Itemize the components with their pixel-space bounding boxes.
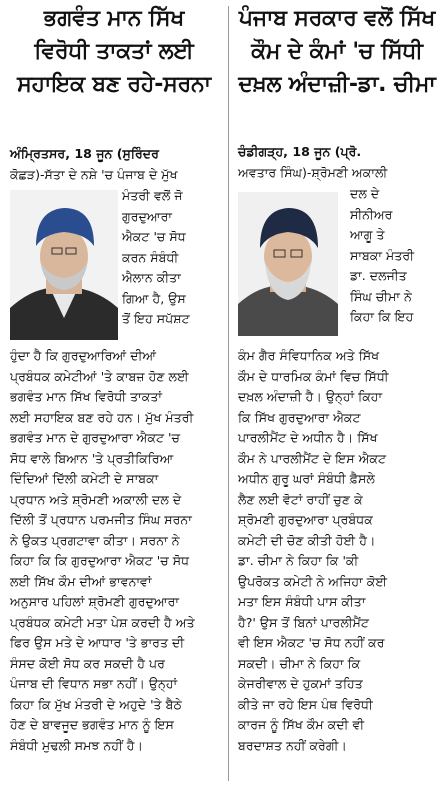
left-body-line: ਪ੍ਰਬੰਧਕ ਕਮੇਟੀ ਮਤਾ ਪੇਸ਼ ਕਰਦੀ ਹੈ ਅਤੇ — [10, 614, 195, 630]
left-body-line: ਦਿੰਦਿਆਂ ਦਿੱਲੀ ਕਮੇਟੀ ਦੇ ਸਾਬਕਾ — [10, 471, 159, 486]
right-wrap-line: ਡਾ. ਦਲਜੀਤ — [350, 268, 407, 283]
right-body-line: ਕੰਮ ਗੈਰ ਸੰਵਿਧਾਨਿਕ ਅਤੇ ਸਿੱਖ — [238, 348, 380, 363]
right-body-line: ਸ਼੍ਰੋਮਣੀ ਗੁਰਦੁਆਰਾ ਪ੍ਰਬੰਧਕ — [238, 512, 373, 527]
left-body-line: ਸੋਧ ਵਾਲੇ ਬਿਆਨ 'ਤੇ ਪ੍ਰਤੀਕਿਰਿਆ — [10, 450, 174, 466]
left-wrap-line: ਮੰਤਰੀ ਵਲੋਂ ਜੋ — [122, 188, 183, 203]
left-body-line: ਦਿੱਲੀ ਤੋਂ ਪ੍ਰਧਾਨ ਪਰਮਜੀਤ ਸਿੰਘ ਸਰਨਾ — [10, 512, 192, 527]
left-wrap-line: ਤੋਂ ਇਹ ਸਪੱਸ਼ਟ — [122, 311, 190, 326]
right-body-line: ਪਾਰਲੀਮੈਂਟ ਦੇ ਅਧੀਨ ਹੈ। ਸਿੱਖ — [238, 430, 378, 445]
left-headline — [4, 0, 224, 101]
right-body-line: ਦਖ਼ਲ ਅੰਦਾਜ਼ੀ ਹੈ। ਉਨ੍ਹਾਂ ਕਿਹਾ — [238, 389, 383, 404]
left-headline-line: ਭਗਵੰਤ ਮਾਨ ਸਿੱਖ — [43, 6, 185, 31]
left-body-line: ਹੁੰਦਾ ਹੈ ਕਿ ਗੁਰਦੁਆਰਿਆਂ ਦੀਆਂ — [10, 348, 157, 363]
right-portrait-photo — [238, 192, 338, 336]
right-body-line: ਵੀ ਇਸ ਐਕਟ 'ਚ ਸੋਧ ਨਹੀਂ ਕਰ — [238, 635, 385, 650]
right-intro — [238, 142, 442, 183]
left-intro — [10, 144, 224, 185]
left-headline-line: ਸਹਾਇਕ ਬਣ ਰਹੇ-ਸਰਨਾ — [17, 72, 211, 97]
right-body-line: ਕੇਜਰੀਵਾਲ ਦੇ ਹੁਕਮਾਂ ਤਹਿਤ — [238, 676, 363, 691]
left-body-line: ਭਗਵੰਤ ਮਾਨ ਦੇ ਗੁਰਦੁਆਰਾ ਐਕਟ 'ਚ — [10, 430, 180, 445]
right-headline-line: ਪੰਜਾਬ ਸਰਕਾਰ ਵਲੋਂ ਸਿੱਖ — [238, 6, 436, 31]
sarna-portrait-image — [10, 190, 118, 340]
left-body-line: ਭਗਵੰਤ ਮਾਨ ਸਿੱਖ ਵਿਰੋਧੀ ਤਾਕਤਾਂ — [10, 389, 162, 404]
right-body-line: ਕਿ ਸਿੱਖ ਗੁਰਦੁਆਰਾ ਐਕਟ — [238, 409, 361, 425]
right-dateline: ਚੰਡੀਗੜ੍ਹ, 18 ਜੂਨ (ਪ੍ਰੋ. — [238, 144, 362, 159]
right-body-line: ਉਪਰੋਕਤ ਕਮੇਟੀ ਨੇ ਅਜਿਹਾ ਕੋਈ — [238, 573, 388, 589]
left-body-line: ਅਨੁਸਾਰ ਪਹਿਲਾਂ ਸ਼੍ਰੋਮਣੀ ਗੁਰਦੁਆਰਾ — [10, 594, 179, 609]
left-article — [4, 0, 224, 787]
right-intro-line: ਅਵਤਾਰ ਸਿੰਘ)-ਸ਼੍ਰੋਮਣੀ ਅਕਾਲੀ — [238, 164, 388, 180]
right-body-line: ਮਤਾ ਇਸ ਸੰਬੰਧੀ ਪਾਸ ਕੀਤਾ — [238, 594, 366, 609]
right-wrap-line: ਦਲ ਦੇ — [350, 186, 380, 201]
column-divider — [228, 6, 229, 781]
right-body-line: ਕੀਤੇ ਜਾ ਰਹੇ ਇਸ ਪੰਥ ਵਿਰੋਧੀ — [238, 696, 373, 712]
right-body-line: ਅਧੀਨ ਗੁਰੂ ਘਰਾਂ ਸੰਬੰਧੀ ਫ਼ੈਸਲੇ — [238, 471, 375, 486]
right-wrap-line: ਕਿਹਾ ਕਿ ਇਹ — [350, 309, 414, 324]
left-wrap-line: ਐਲਾਨ ਕੀਤਾ — [122, 270, 181, 285]
left-body-line: ਲਈ ਸਹਾਇਕ ਬਣ ਰਹੇ ਹਨ। ਮੁੱਖ ਮੰਤਰੀ — [10, 409, 194, 425]
left-body-line: ਕਿਹਾ ਕਿ ਕਿ ਗੁਰਦੁਆਰਾ ਐਕਟ 'ਚ ਸੋਧ — [10, 553, 190, 568]
left-body-line: ਸੰਸਦ ਕੋਈ ਸੋਧ ਕਰ ਸਕਦੀ ਹੈ ਪਰ — [10, 655, 165, 671]
left-headline-line: ਵਿਰੋਧੀ ਤਾਕਤਾਂ ਲਈ — [34, 39, 194, 64]
right-body-line: ਕਮੇਟੀ ਦੀ ਚੋਣ ਕੀਤੀ ਹੋਈ ਹੈ। — [238, 532, 376, 548]
right-headline-line: ਦਖ਼ਲ ਅੰਦਾਜ਼ੀ-ਡਾ. ਚੀਮਾ — [238, 72, 436, 97]
right-article — [232, 0, 442, 787]
left-intro-line: ਕੋਛੜ)-ਸੱਤਾ ਦੇ ਨਸ਼ੇ 'ਚ ਪੰਜਾਬ ਦੇ ਮੁੱਖ — [10, 166, 178, 182]
left-body-line: ਕਿਹਾ ਕਿ ਮੁੱਖ ਮੰਤਰੀ ਦੇ ਅਹੁਦੇ 'ਤੇ ਬੈਠੇ — [10, 696, 182, 712]
right-body-line: ਲੈਣ ਲਈ ਵੋਟਾਂ ਰਾਹੀਂ ਚੁਣ ਕੇ — [238, 491, 363, 507]
left-body-line: ਪ੍ਰਧਾਨ ਅਤੇ ਸ਼੍ਰੋਮਣੀ ਅਕਾਲੀ ਦਲ ਦੇ — [10, 491, 182, 507]
left-body-text — [10, 346, 224, 756]
left-body-line: ਹੋਣ ਦੇ ਬਾਵਜੂਦ ਭਗਵੰਤ ਮਾਨ ਨੂੰ ਇਸ — [10, 717, 174, 732]
right-wrap-line: ਆਗੂ ਤੇ — [350, 227, 385, 242]
left-wrap-line: ਗੁਰਦੁਆਰਾ — [122, 208, 173, 224]
right-body-line: ਬਰਦਾਸ਼ਤ ਨਹੀਂ ਕਰੇਗੀ। — [238, 737, 347, 753]
right-body-line: ਕੌਮ ਨੇ ਪਾਰਲੀਮੈਂਟ ਦੇ ਇਸ ਐਕਟ — [238, 450, 387, 466]
right-body-line: ਹੈ?' ਉਸ ਤੋਂ ਬਿਨਾਂ ਪਾਰਲੀਮੈਂਟ — [238, 614, 369, 630]
left-wrap-line: ਕਰਨ ਸੰਬੰਧੀ — [122, 249, 179, 265]
left-body-line: ਸੰਬੰਧੀ ਮੁਢਲੀ ਸਮਝ ਨਹੀਂ ਹੈ। — [10, 737, 144, 753]
right-wrap-line: ਸਿੰਘ ਚੀਮਾ ਨੇ — [350, 288, 412, 304]
left-portrait-photo — [10, 190, 118, 340]
left-body-line: ਪੰਜਾਬ ਦੀ ਵਿਧਾਨ ਸਭਾ ਨਹੀਂ। ਉਨ੍ਹਾਂ — [10, 676, 178, 691]
right-body-text — [238, 346, 442, 756]
right-wrap-text — [350, 184, 442, 328]
left-wrap-line: ਐਕਟ 'ਚ ਸੋਧ — [122, 229, 186, 244]
left-body-line: ਪ੍ਰਬੰਧਕ ਕਮੇਟੀਆਂ 'ਤੇ ਕਾਬਜ਼ ਹੋਣ ਲਈ — [10, 368, 189, 384]
right-headline-line: ਕੌਮ ਦੇ ਕੰਮਾਂ 'ਚ ਸਿੱਧੀ — [251, 39, 423, 64]
right-wrap-line: ਸਾਬਕਾ ਮੰਤਰੀ — [350, 247, 414, 263]
right-headline — [232, 0, 442, 101]
left-body-line: ਲਈ ਸਿੱਖ ਕੌਮ ਦੀਆਂ ਭਾਵਨਾਵਾਂ — [10, 573, 152, 589]
right-body-line: ਡਾ. ਚੀਮਾ ਨੇ ਕਿਹਾ ਕਿ 'ਕੀ — [238, 553, 359, 568]
left-body-line: ਨੇ ਉਕਤ ਪ੍ਰਗਟਾਵਾ ਕੀਤਾ। ਸਰਨਾ ਨੇ — [10, 532, 180, 548]
left-body-line: ਫਿਰ ਉਸ ਮਤੇ ਦੇ ਆਧਾਰ 'ਤੇ ਭਾਰਤ ਦੀ — [10, 635, 185, 650]
right-body-line: ਕਾਰਜ ਨੂੰ ਸਿੱਖ ਕੌਮ ਕਦੀ ਵੀ — [238, 717, 365, 732]
right-body-line: ਸਕਦੀ। ਚੀਮਾ ਨੇ ਕਿਹਾ ਕਿ — [238, 655, 361, 671]
right-body-line: ਕੌਮ ਦੇ ਧਾਰਮਿਕ ਕੰਮਾਂ ਵਿਚ ਸਿੱਧੀ — [238, 368, 389, 384]
cheema-portrait-image — [238, 192, 338, 336]
left-wrap-text — [122, 186, 224, 330]
right-wrap-line: ਸੀਨੀਅਰ — [350, 206, 393, 222]
left-wrap-line: ਗਿਆ ਹੈ, ਉਸ — [122, 290, 186, 306]
left-dateline: ਅੰਮ੍ਰਿਤਸਰ, 18 ਜੂਨ (ਸੁਰਿੰਦਰ — [10, 146, 159, 161]
